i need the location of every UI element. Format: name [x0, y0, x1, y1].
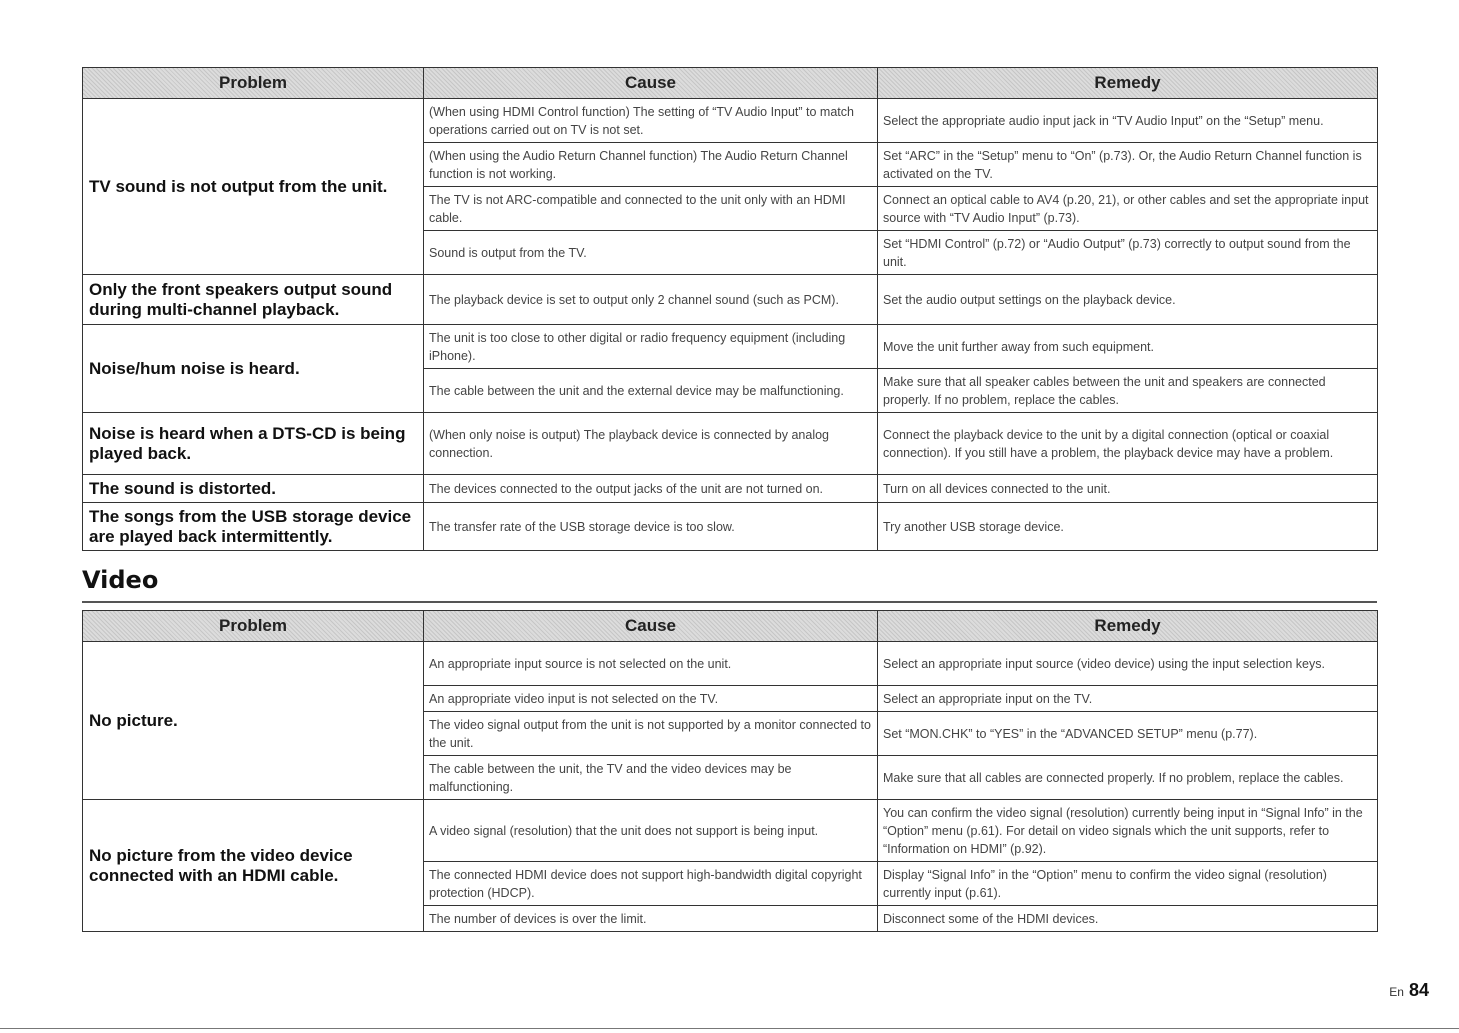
cause-cell: The number of devices is over the limit.	[424, 906, 878, 932]
table-header-row	[83, 611, 1378, 642]
remedy-cell: Set the audio output settings on the playback device.	[878, 275, 1378, 325]
table-row	[83, 413, 1378, 475]
problem-cell: TV sound is not output from the unit.	[83, 99, 424, 275]
table-row	[83, 503, 1378, 551]
remedy-cell: Set “MON.CHK” to “YES” in the “ADVANCED SETUP” menu (p.77).	[878, 712, 1378, 756]
problem-cell: No picture from the video device connected with an HDMI cable.	[83, 800, 424, 932]
cause-cell: (When using the Audio Return Channel function) The Audio Return Channel function is not working.	[424, 143, 878, 187]
table-row	[83, 99, 1378, 143]
language-code: En	[1389, 985, 1404, 999]
audio-troubleshooting-table	[82, 67, 1378, 551]
remedy-cell: Make sure that all cables are connected properly. If no problem, replace the cables.	[878, 756, 1378, 800]
problem-cell: Noise/hum noise is heard.	[83, 325, 424, 413]
page-number	[1389, 980, 1429, 1001]
remedy-cell: Select an appropriate input source (video device) using the input selection keys.	[878, 642, 1378, 686]
page-bottom-rule	[0, 1028, 1459, 1029]
cause-cell: A video signal (resolution) that the unit does not support is being input.	[424, 800, 878, 862]
table-row	[83, 275, 1378, 325]
problem-header: Problem	[83, 611, 424, 642]
table-row	[83, 642, 1378, 686]
remedy-cell: Connect an optical cable to AV4 (p.20, 21), or other cables and set the appropriate input source with “TV Audio Input” (p.73).	[878, 187, 1378, 231]
table-row	[83, 475, 1378, 503]
cause-cell: The unit is too close to other digital or radio frequency equipment (including iPhone).	[424, 325, 878, 369]
remedy-cell: Select an appropriate input on the TV.	[878, 686, 1378, 712]
cause-cell: The cable between the unit and the external device may be malfunctioning.	[424, 369, 878, 413]
remedy-cell: Connect the playback device to the unit by a digital connection (optical or coaxial connection). If you still have a problem, the playback device may have a problem.	[878, 413, 1378, 475]
cause-cell: The TV is not ARC-compatible and connected to the unit only with an HDMI cable.	[424, 187, 878, 231]
video-troubleshooting-table	[82, 610, 1378, 932]
remedy-cell: Disconnect some of the HDMI devices.	[878, 906, 1378, 932]
cause-cell: An appropriate video input is not selected on the TV.	[424, 686, 878, 712]
remedy-cell: Display “Signal Info” in the “Option” menu to confirm the video signal (resolution) currently input (p.61).	[878, 862, 1378, 906]
cause-cell: The devices connected to the output jacks of the unit are not turned on.	[424, 475, 878, 503]
problem-cell: The sound is distorted.	[83, 475, 424, 503]
cause-header: Cause	[424, 68, 878, 99]
remedy-cell: Turn on all devices connected to the unit.	[878, 475, 1378, 503]
cause-cell: The video signal output from the unit is not supported by a monitor connected to the unit.	[424, 712, 878, 756]
cause-cell: An appropriate input source is not selected on the unit.	[424, 642, 878, 686]
problem-cell: No picture.	[83, 642, 424, 800]
cause-cell: The playback device is set to output only 2 channel sound (such as PCM).	[424, 275, 878, 325]
table-header-row	[83, 68, 1378, 99]
remedy-cell: Try another USB storage device.	[878, 503, 1378, 551]
remedy-cell: Set “HDMI Control” (p.72) or “Audio Output” (p.73) correctly to output sound from the unit.	[878, 231, 1378, 275]
problem-cell: Only the front speakers output sound during multi-channel playback.	[83, 275, 424, 325]
problem-header: Problem	[83, 68, 424, 99]
remedy-header: Remedy	[878, 68, 1378, 99]
page-number-value: 84	[1408, 980, 1429, 1000]
remedy-cell: Make sure that all speaker cables between the unit and speakers are connected properly. If no problem, replace the cables.	[878, 369, 1378, 413]
cause-cell: Sound is output from the TV.	[424, 231, 878, 275]
cause-cell: The cable between the unit, the TV and the video devices may be malfunctioning.	[424, 756, 878, 800]
section-divider	[82, 601, 1377, 603]
cause-cell: The transfer rate of the USB storage device is too slow.	[424, 503, 878, 551]
remedy-cell: Select the appropriate audio input jack in “TV Audio Input” on the “Setup” menu.	[878, 99, 1378, 143]
section-title-video: Video	[82, 566, 159, 594]
table-row	[83, 800, 1378, 862]
remedy-cell: Move the unit further away from such equipment.	[878, 325, 1378, 369]
cause-header: Cause	[424, 611, 878, 642]
cause-cell: (When using HDMI Control function) The setting of “TV Audio Input” to match operations carried out on TV is not set.	[424, 99, 878, 143]
remedy-cell: Set “ARC” in the “Setup” menu to “On” (p.73). Or, the Audio Return Channel function is activated on the TV.	[878, 143, 1378, 187]
cause-cell: (When only noise is output) The playback device is connected by analog connection.	[424, 413, 878, 475]
table-row	[83, 325, 1378, 369]
problem-cell: The songs from the USB storage device are played back intermittently.	[83, 503, 424, 551]
remedy-cell: You can confirm the video signal (resolution) currently being input in “Signal Info” in the “Option” menu (p.61). For detail on video signals which the unit supports, refer to “Information on HDMI” (p.92).	[878, 800, 1378, 862]
remedy-header: Remedy	[878, 611, 1378, 642]
cause-cell: The connected HDMI device does not support high-bandwidth digital copyright protection (HDCP).	[424, 862, 878, 906]
problem-cell: Noise is heard when a DTS-CD is being played back.	[83, 413, 424, 475]
